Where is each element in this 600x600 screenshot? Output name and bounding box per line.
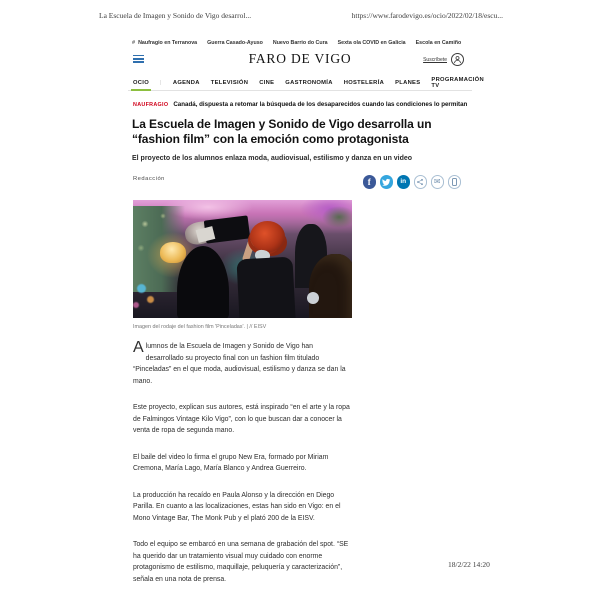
breaking-headline-link[interactable]: Canadá, dispuesta a retomar la búsqueda de los desaparecidos cuando las condiciones lo permitan — [173, 101, 468, 108]
trending-ticker — [132, 40, 476, 46]
dropcap: A — [133, 339, 144, 356]
article-subtitle: El proyecto de los alumnos enlaza moda, audiovisual, estilismo y danza en un video — [132, 155, 413, 162]
nav-item-planes[interactable]: PLANES — [395, 80, 421, 86]
facebook-icon[interactable]: f — [363, 175, 377, 189]
masthead-actions — [423, 53, 464, 66]
email-icon[interactable]: ✉ — [431, 175, 445, 189]
copy-link-icon[interactable] — [448, 175, 462, 189]
user-avatar-icon[interactable] — [451, 53, 464, 66]
nav-item-television[interactable]: TELEVISIÓN — [210, 80, 249, 86]
photo-red-hair-shape — [250, 221, 285, 252]
article-body — [133, 341, 351, 600]
photo-bokeh-orange-shape — [147, 296, 154, 303]
nav-separator: | — [160, 80, 162, 86]
article-headline: La Escuela de Imagen y Sonido de Vigo desarrolla un “fashion film” con la emoción como protagonista — [132, 117, 432, 146]
nav-item-agenda[interactable]: AGENDA — [172, 80, 200, 86]
photo-bottom-right-hair-shape — [309, 254, 352, 318]
twitter-icon[interactable] — [380, 175, 394, 189]
breaking-kicker: NAUFRAGIO — [133, 102, 169, 108]
ticker-item-escola[interactable]: Escola en Camiño — [415, 40, 462, 46]
nav-item-gastronomia[interactable]: GASTRONOMÍA — [285, 80, 333, 86]
site-logo[interactable]: FARO DE VIGO — [248, 51, 352, 66]
ticker-item-guerra[interactable]: Guerra Casado-Ayuso — [207, 40, 263, 46]
nav-item-hosteleria[interactable]: HOSTELERÍA — [343, 80, 385, 86]
linkedin-icon[interactable]: in — [397, 175, 411, 189]
photo-caption: Imagen del rodaje del fashion film 'Pinceladas'. | // EISV — [133, 324, 267, 330]
breaking-strip — [133, 101, 472, 108]
share-icon[interactable] — [414, 175, 428, 189]
ticker-item-naufragio[interactable]: Naufragio en Terranova — [138, 40, 198, 46]
photo-dark-body-shape — [236, 257, 295, 318]
print-header-title: La Escuela de Imagen y Sonido de Vigo desarrol... — [99, 11, 252, 20]
photo-beanie-silhouette-shape — [177, 246, 229, 318]
subscribe-link[interactable]: Suscríbete — [423, 56, 447, 63]
ticker-item-covid[interactable]: Sexta ola COVID en Galicia — [337, 40, 406, 46]
nav-item-programacion-tv[interactable]: PROGRAMACIÓN TV — [431, 77, 484, 89]
paragraph-3: El baile del video lo firma el grupo New Era, formado por Miriam Cremona, María Lago, María Blanco y Andrea Guerreiro. — [133, 453, 329, 472]
article-byline: Redacción — [133, 176, 165, 182]
section-nav — [128, 76, 484, 91]
article-photo[interactable] — [133, 200, 352, 318]
photo-bokeh-blue-shape — [137, 284, 146, 293]
photo-lamp-shape — [160, 242, 186, 263]
paragraph-2: Este proyecto, explican sus autores, está inspirado “en el arte y la ropa de Falmingos Vintage Kilo Vigo”, con lo que buscan dar a conocer la venta de ropa de segunda mano. — [133, 404, 350, 434]
paragraph-4: La producción ha recaído en Paula Alonso y la dirección en Diego Parilla. En cuanto a las localizaciones, estas han sido en Vigo: en el Mono Vintage Bar, The Monk Pub y el plató 200 de la EISV. — [133, 491, 341, 522]
paragraph-1 — [133, 341, 351, 387]
share-toolbar — [363, 175, 462, 189]
photo-plant-shape — [322, 206, 352, 228]
ticker-item-barrio[interactable]: Nuevo Barrio do Cura — [272, 40, 328, 46]
trending-icon: # — [132, 40, 136, 46]
nav-item-cine[interactable]: CINE — [259, 80, 275, 86]
photo-bottom-right-mask-shape — [307, 292, 319, 304]
nav-item-ocio[interactable]: OCIO — [133, 80, 150, 86]
photo-bokeh-pink-shape — [133, 302, 139, 308]
paragraph-1-text: lumnos de la Escuela de Imagen y Sonido de Vigo han desarrollado su proyecto final con un fashion film titulado “Pinceladas” en el que moda, audiovisual, estilismo y danza se dan la mano. — [133, 343, 346, 385]
print-header-url: https://www.farodevigo.es/ocio/2022/02/18/escu... — [351, 11, 503, 20]
paragraph-5: Todo el equipo se embarcó en una semana de grabación del spot. “SE ha querido dar un tratamiento visual muy cuidado con enorme protagonismo de estilismo, maquillaje, peluquería y caracterización”, señala en una nota de prensa. — [133, 541, 349, 583]
print-footer-timestamp: 18/2/22 14:20 — [448, 560, 490, 569]
